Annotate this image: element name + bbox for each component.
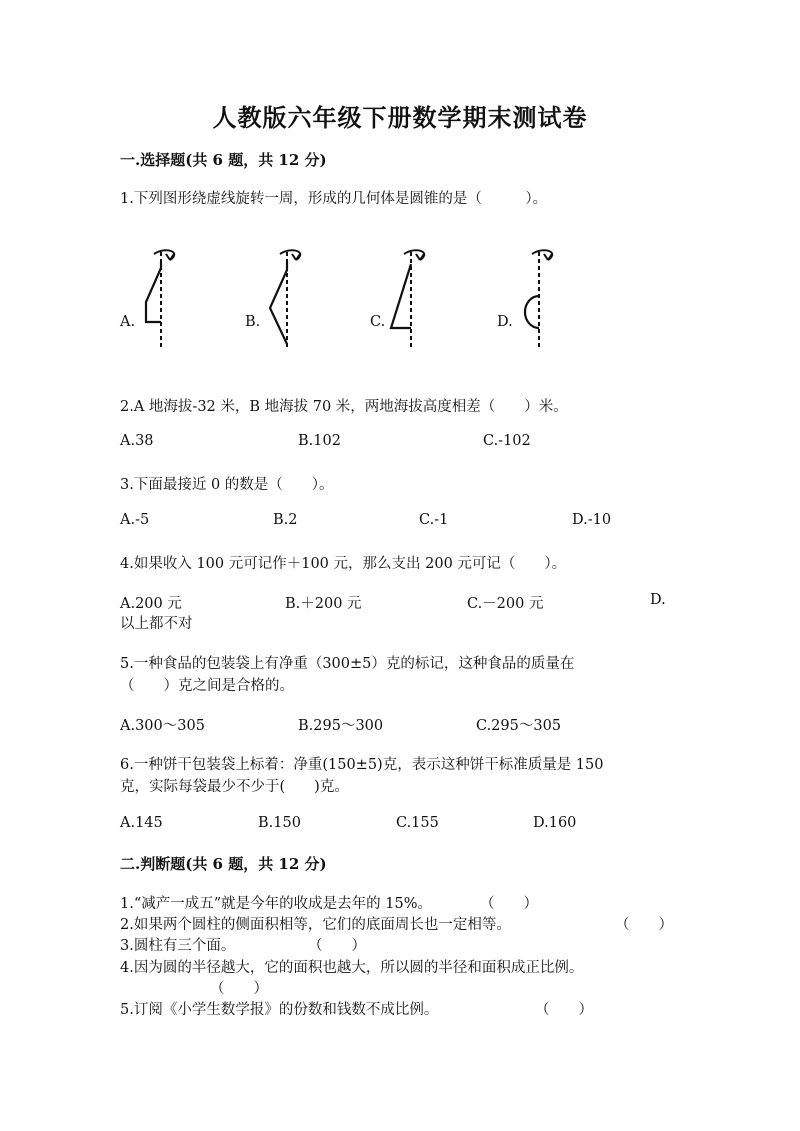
q5-option-c[interactable]: C.295～305 — [476, 718, 562, 734]
section-heading-choice: 一.选择题(共 6 题，共 12 分) — [120, 151, 327, 169]
judgment-item-2-blank[interactable]: （ ） — [615, 917, 673, 933]
q1-figure-c-right-triangle-icon — [386, 242, 436, 352]
question-5-text-line2: （ ）克之间是合格的。 — [120, 678, 294, 694]
q1-option-b-label[interactable]: B. — [245, 314, 261, 330]
judgment-item-1-text: 1.“减产一成五”就是今年的收成是去年的 15%。 — [120, 896, 432, 912]
question-3-text: 3.下面最接近 0 的数是（ ）。 — [120, 477, 334, 493]
q3-option-d[interactable]: D.-10 — [572, 512, 612, 528]
section-heading-judgment: 二.判断题(共 6 题，共 12 分) — [120, 855, 327, 873]
judgment-item-2-text: 2.如果两个圆柱的侧面积相等，它们的底面周长也一定相等。 — [120, 917, 511, 933]
q4-option-b[interactable]: B.＋200 元 — [285, 596, 362, 612]
question-6-text-line1: 6.一种饼干包装袋上标着：净重(150±5)克，表示这种饼干标准质量是 150 — [120, 757, 604, 773]
q6-option-a[interactable]: A.145 — [120, 815, 163, 831]
q5-option-b[interactable]: B.295～300 — [298, 718, 384, 734]
question-6-text-line2: 克，实际每袋最少不少于( )克。 — [120, 779, 349, 795]
page-title: 人教版六年级下册数学期末测试卷 — [212, 103, 588, 132]
q4-option-a[interactable]: A.200 元 — [120, 596, 182, 612]
q1-figure-b-double-triangle-icon — [262, 242, 312, 352]
judgment-item-1-blank[interactable]: （ ） — [480, 896, 538, 912]
q3-option-a[interactable]: A.-5 — [120, 512, 150, 528]
q5-option-a[interactable]: A.300～305 — [120, 718, 205, 734]
q3-option-b[interactable]: B.2 — [273, 512, 298, 528]
q6-option-d[interactable]: D.160 — [533, 815, 577, 831]
q3-option-c[interactable]: C.-1 — [419, 512, 449, 528]
q6-option-b[interactable]: B.150 — [258, 815, 301, 831]
q2-option-a[interactable]: A.38 — [120, 433, 154, 449]
judgment-item-3-text: 3.圆柱有三个面。 — [120, 938, 236, 954]
q6-option-c[interactable]: C.155 — [396, 815, 439, 831]
q2-option-c[interactable]: C.-102 — [483, 433, 531, 449]
q1-option-a-label[interactable]: A. — [120, 314, 136, 330]
judgment-item-5-text: 5.订阅《小学生数学报》的份数和钱数不成比例。 — [120, 1002, 439, 1018]
q1-figure-a-trapezoid-icon — [136, 242, 186, 352]
q4-option-c[interactable]: C.－200 元 — [467, 596, 544, 612]
q2-option-b[interactable]: B.102 — [298, 433, 341, 449]
judgment-item-4-text: 4.因为圆的半径越大，它的面积也越大，所以圆的半径和面积成正比例。 — [120, 960, 584, 976]
q4-option-d-continued: 以上都不对 — [120, 616, 193, 632]
q4-option-d[interactable]: D. — [650, 592, 666, 608]
question-2-text: 2.A 地海拔-32 米，B 地海拔 70 米，两地海拔高度相差（ ）米。 — [120, 399, 568, 415]
question-1-text: 1.下列图形绕虚线旋转一周，形成的几何体是圆锥的是（ ）。 — [120, 191, 548, 207]
q1-option-d-label[interactable]: D. — [497, 314, 513, 330]
judgment-item-4-blank[interactable]: （ ） — [210, 981, 268, 997]
question-5-text-line1: 5.一种食品的包装袋上有净重（300±5）克的标记，这种食品的质量在 — [120, 656, 575, 672]
question-4-text: 4.如果收入 100 元可记作＋100 元，那么支出 200 元可记（ ）。 — [120, 556, 567, 572]
judgment-item-3-blank[interactable]: （ ） — [308, 938, 366, 954]
q1-option-c-label[interactable]: C. — [370, 314, 386, 330]
q1-figure-d-semicircle-icon — [514, 242, 564, 352]
judgment-item-5-blank[interactable]: （ ） — [535, 1002, 593, 1018]
